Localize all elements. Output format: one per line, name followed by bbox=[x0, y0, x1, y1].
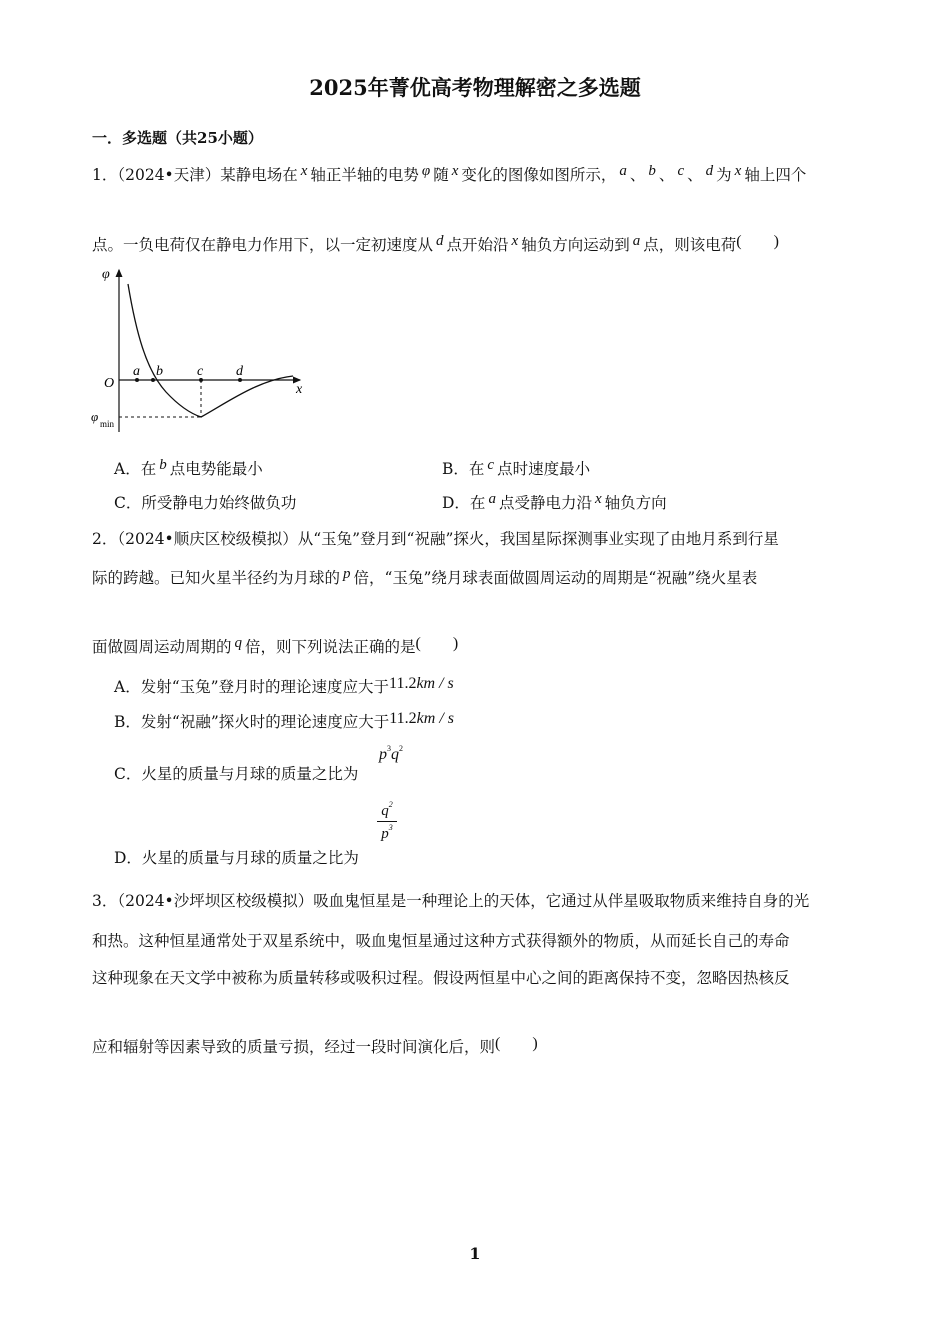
q2-option-d[interactable]: D．火星的质量与月球的质量之比为 bbox=[114, 849, 359, 867]
origin-label: O bbox=[104, 376, 115, 391]
q1-line-1: 1．（2024•天津）某静电场在 x 轴正半轴的电势 φ 随 x 变化的图像如图所示， a 、 b 、 c 、 d 为 x 轴上四个 bbox=[92, 163, 807, 184]
q2-option-c[interactable]: C．火星的质量与月球的质量之比为 bbox=[114, 765, 359, 783]
phi-min-subscript: min bbox=[100, 419, 115, 429]
q2-option-c-formula: $p^3q^2$ bbox=[379, 744, 403, 763]
q1-option-b[interactable]: B．在 c 点时速度最小 bbox=[442, 457, 591, 478]
q1-line-2: 点。一负电荷仅在静电力作用下，以一定初速度从 d 点开始沿 x 轴负方向运动到 a 点，则该电荷( ) bbox=[92, 233, 779, 254]
q2-line-1: 2．（2024•顺庆区校级模拟）从“玉兔”登月到“祝融”探火，我国星际探测事业实现了由地月系到行星 bbox=[92, 530, 779, 548]
q1-option-a[interactable]: A．在 b 点电势能最小 bbox=[114, 457, 263, 478]
y-axis-label: φ bbox=[102, 267, 110, 282]
q3-line-1: 3．（2024•沙坪坝区校级模拟）吸血鬼恒星是一种理论上的天体，它通过从伴星吸取物质来维持自身的光 bbox=[92, 892, 810, 910]
phi-min-label: φ bbox=[91, 409, 99, 424]
q2-line-2: 际的跨越。已知火星半径约为月球的 p 倍，“玉兔”绕月球表面做圆周运动的周期是“祝融”绕火星表 bbox=[92, 566, 758, 587]
section-heading: 一．多选题（共25小题） bbox=[92, 129, 263, 147]
q3-line-2: 和热。这种恒星通常处于双星系统中，吸血鬼恒星通过这种方式获得额外的物质，从而延长自己的寿命 bbox=[92, 932, 790, 950]
q2-line-3: 面做圆周运动周期的 q 倍，则下列说法正确的是( ) bbox=[92, 635, 459, 656]
q2-option-a[interactable]: A．发射“玉兔”登月时的理论速度应大于11.2km / s bbox=[114, 675, 454, 696]
q3-line-3: 这种现象在天文学中被称为质量转移或吸积过程。假设两恒星中心之间的距离保持不变，忽略因热核反 bbox=[92, 969, 790, 987]
potential-graph bbox=[88, 262, 318, 437]
q1-option-d[interactable]: D．在 a 点受静电力沿 x 轴负方向 bbox=[442, 491, 667, 512]
q1-option-c[interactable]: C．所受静电力始终做负功 bbox=[114, 494, 297, 512]
q2-option-b[interactable]: B．发射“祝融”探火时的理论速度应大于11.2km / s bbox=[114, 710, 454, 731]
x-axis-label: x bbox=[296, 382, 303, 397]
label-d: d bbox=[236, 364, 243, 379]
label-a: a bbox=[133, 364, 140, 379]
page-number: 1 bbox=[469, 1244, 481, 1263]
label-b: b bbox=[156, 364, 163, 379]
q3-line-4: 应和辐射等因素导致的质量亏损，经过一段时间演化后，则( ) bbox=[92, 1035, 538, 1056]
page-title: 2025年菁优高考物理解密之多选题 bbox=[309, 75, 641, 100]
q2-option-d-fraction: $q^2$ $p^3$ bbox=[377, 800, 397, 843]
point-b bbox=[151, 378, 155, 382]
label-c: c bbox=[197, 364, 204, 379]
potential-curve bbox=[128, 284, 293, 417]
